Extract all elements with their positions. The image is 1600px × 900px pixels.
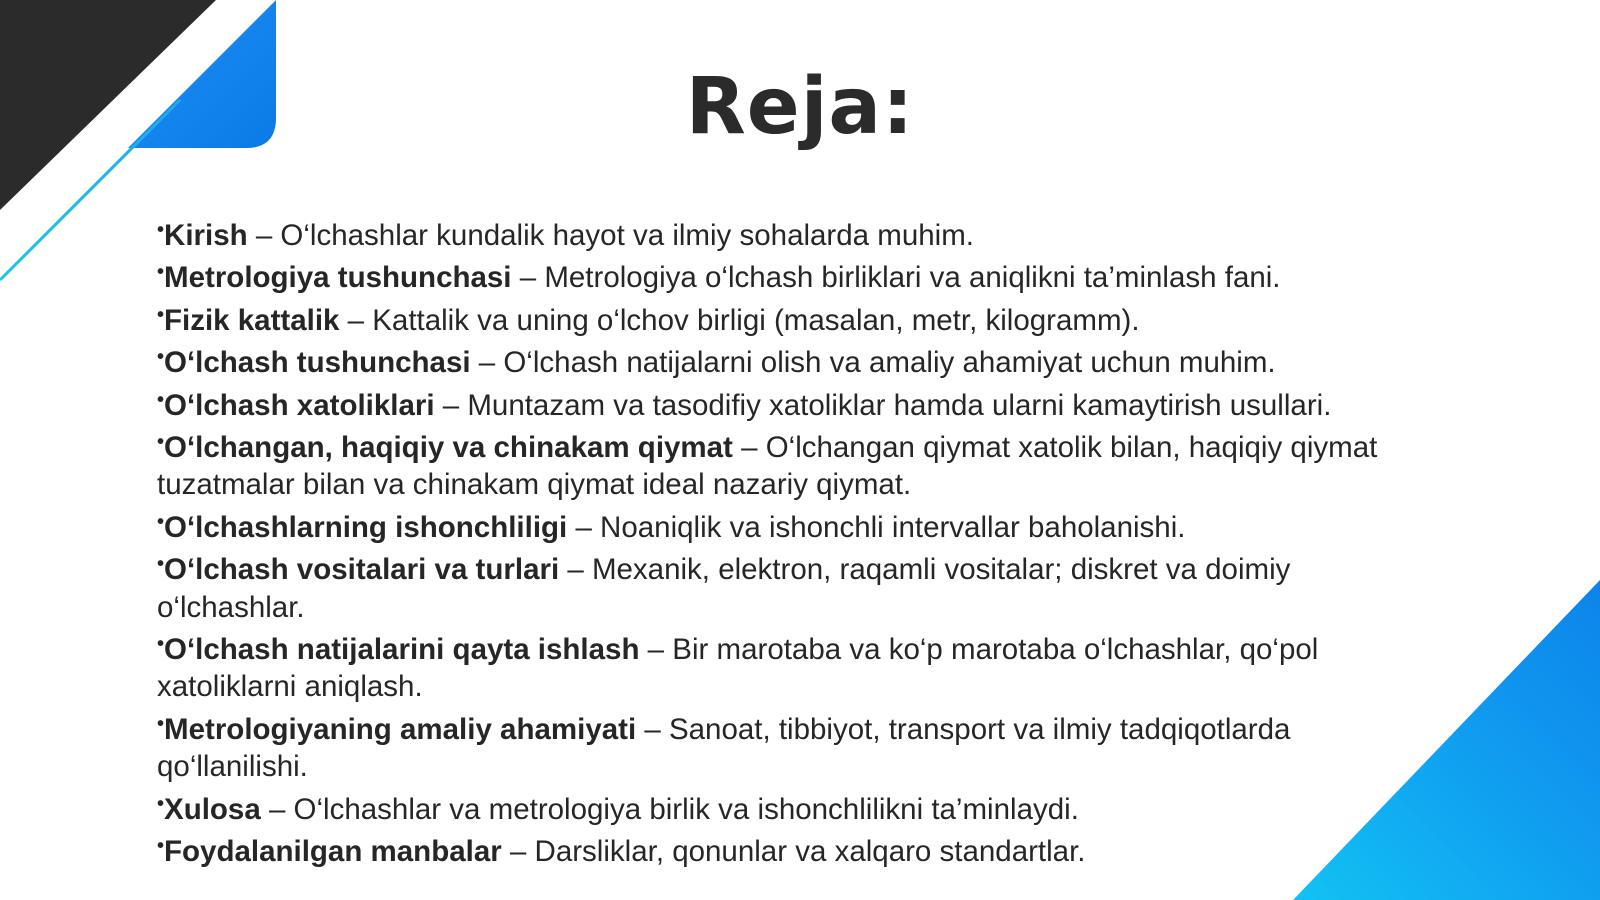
- item-term: Fizik kattalik: [164, 303, 340, 337]
- item-term: O‘lchash vositalari va turlari: [164, 553, 560, 587]
- list-item: [157, 626, 1437, 706]
- item-term: Kirish: [164, 219, 248, 252]
- list-item: [157, 706, 1437, 786]
- item-description: – O‘lchashlar va metrologiya birlik va ishonchlilikni ta’minlaydi.: [260, 792, 1079, 826]
- item-term: O‘lchashlarning ishonchliligi: [164, 510, 568, 544]
- item-term: Metrologiyaning amaliy ahamiyati: [164, 712, 637, 746]
- item-description: – Bir marotaba va ko‘p marotaba o‘lchashlar, qo‘pol xatoliklarni aniqlash.: [157, 633, 1319, 704]
- item-term: O‘lchangan, haqiqiy va chinakam qiymat: [164, 431, 733, 465]
- item-description: – O‘lchashlar kundalik hayot va ilmiy sohalarda muhim.: [247, 219, 974, 252]
- bullet: •: [157, 431, 165, 454]
- item-description: – O‘lchangan qiymat xatolik bilan, haqiqiy qiymat tuzatmalar bilan va chinakam qiymat ideal nazariy qiymat.: [157, 431, 1378, 502]
- item-term: O‘lchash tushunchasi: [164, 346, 471, 380]
- item-term: Metrologiya tushunchasi: [164, 261, 512, 295]
- bullet: •: [157, 835, 165, 858]
- item-description: – Kattalik va uning o‘lchov birligi (masalan, metr, kilogramm).: [339, 303, 1140, 337]
- bullet: •: [157, 792, 165, 815]
- item-description: – Sanoat, tibbiyot, transport va ilmiy tadqiqotlarda qo‘llanilishi.: [157, 712, 1291, 784]
- list-item: [157, 828, 1437, 870]
- list-item: [157, 382, 1437, 424]
- item-term: O‘lchash natijalarini qayta ishlash: [164, 633, 640, 667]
- item-description: – Darsliklar, qonunlar va xalqaro standartlar.: [501, 835, 1086, 869]
- item-term: Xulosa: [164, 792, 261, 826]
- item-term: Foydalanilgan manbalar: [164, 835, 502, 869]
- bullet: •: [157, 388, 165, 411]
- bullet: •: [157, 633, 165, 656]
- bullet: •: [157, 553, 165, 576]
- list-item: [157, 254, 1437, 296]
- item-description: – Metrologiya o‘lchash birliklari va aniqlikni ta’minlash fani.: [511, 261, 1281, 295]
- list-item: [157, 212, 1437, 254]
- bullet: •: [157, 303, 165, 326]
- list-item: [157, 424, 1437, 504]
- list-item: [157, 504, 1437, 546]
- item-description: – Muntazam va tasodifiy xatoliklar hamda ularni kamaytirish usullari.: [434, 388, 1332, 422]
- list-item: [157, 786, 1437, 828]
- item-term: O‘lchash xatoliklari: [164, 388, 435, 422]
- bullet: •: [157, 261, 165, 284]
- item-description: – Mexanik, elektron, raqamli vositalar; diskret va doimiy o‘lchashlar.: [157, 553, 1291, 624]
- slide-title: Reja:: [685, 62, 915, 152]
- bullet: •: [157, 510, 165, 533]
- bullet: •: [157, 219, 165, 241]
- item-description: – Noaniqlik va ishonchli intervallar baholanishi.: [567, 510, 1186, 544]
- bullet: •: [157, 346, 165, 369]
- list-item: [157, 297, 1437, 339]
- list-item: [157, 339, 1437, 381]
- item-description: – O‘lchash natijalarni olish va amaliy ahamiyat uchun muhim.: [470, 346, 1276, 380]
- bullet: •: [157, 712, 165, 735]
- list-item: [157, 546, 1437, 626]
- plan-list: [157, 212, 1437, 871]
